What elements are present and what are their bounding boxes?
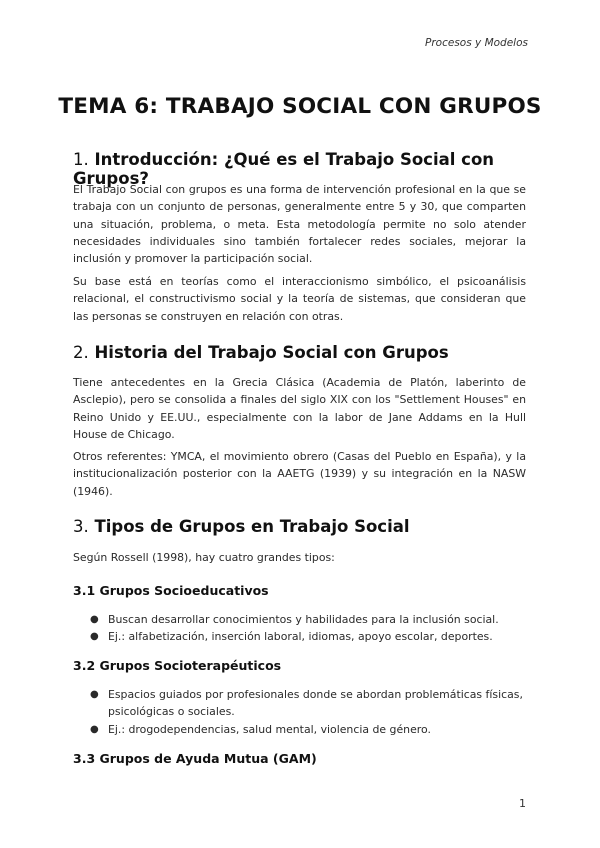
bullet-icon: ● — [90, 631, 99, 643]
subsection-heading: 3.2 Grupos Socioterapéuticos — [73, 658, 282, 673]
list-item-text: Espacios guiados por profesionales donde se abordan problemáticas físicas, psicológicas o sociales. — [108, 688, 523, 719]
page-number: 1 — [519, 797, 526, 810]
running-header: Procesos y Modelos — [425, 37, 528, 49]
paragraph: Tiene antecedentes en la Grecia Clásica (Academia de Platón, laberinto de Asclepio), pero se consolida a finales del siglo XIX con los "Settlement Houses" en Reino Unido y EE.UU., especialmente con la labor de Jane Addams en la Hull House de Chicago. — [73, 376, 526, 441]
paragraph: El Trabajo Social con grupos es una forma de intervención profesional en la que se trabaja con un conjunto de personas, generalmente entre 5 y 30, que comparten una situación, problema, o meta. Esta metodología permite no solo atender necesidades individuales sino también fortalecer redes sociales, mejorar la inclusión y promover la participación social. — [73, 183, 526, 266]
section-title: Introducción: ¿Qué es el Trabajo Social con Grupos? — [73, 150, 495, 188]
list-item-text: Buscan desarrollar conocimientos y habilidades para la inclusión social. — [108, 613, 499, 626]
section-title: Tipos de Grupos en Trabajo Social — [94, 517, 410, 536]
list-item-text: Ej.: alfabetización, inserción laboral, idiomas, apoyo escolar, deportes. — [108, 630, 493, 644]
list-item — [73, 721, 526, 738]
section-number: 1. — [73, 150, 89, 169]
section-number: 2. — [73, 343, 89, 362]
list-item — [73, 628, 526, 645]
paragraph: Según Rossell (1998), hay cuatro grandes tipos: — [73, 551, 335, 564]
section-title: Historia del Trabajo Social con Grupos — [94, 343, 449, 362]
paragraph: Su base está en teorías como el interaccionismo simbólico, el psicoanálisis relacional, el constructivismo social y la teoría de sistemas, que consideran que las personas se construyen en relación con otras. — [73, 275, 526, 323]
subsection-heading: 3.3 Grupos de Ayuda Mutua (GAM) — [73, 751, 317, 766]
list-item-text: Ej.: drogodependencias, salud mental, violencia de género. — [108, 722, 431, 736]
list-item — [73, 686, 526, 721]
bullet-icon: ● — [90, 723, 99, 735]
section-number: 3. — [73, 517, 89, 536]
list-item — [73, 611, 526, 628]
bullet-icon: ● — [90, 689, 99, 700]
bullet-list — [73, 611, 526, 646]
document-title: TEMA 6: TRABAJO SOCIAL CON GRUPOS — [58, 94, 542, 119]
paragraph: Otros referentes: YMCA, el movimiento obrero (Casas del Pueblo en España), y la institucionalización posterior con la AAETG (1939) y su integración en la NASW (1946). — [73, 450, 526, 498]
bullet-list — [73, 686, 526, 738]
section-heading-3 — [73, 517, 526, 536]
section-heading-2 — [73, 343, 526, 362]
bullet-icon: ● — [90, 614, 99, 625]
subsection-heading: 3.1 Grupos Socioeducativos — [73, 583, 269, 598]
